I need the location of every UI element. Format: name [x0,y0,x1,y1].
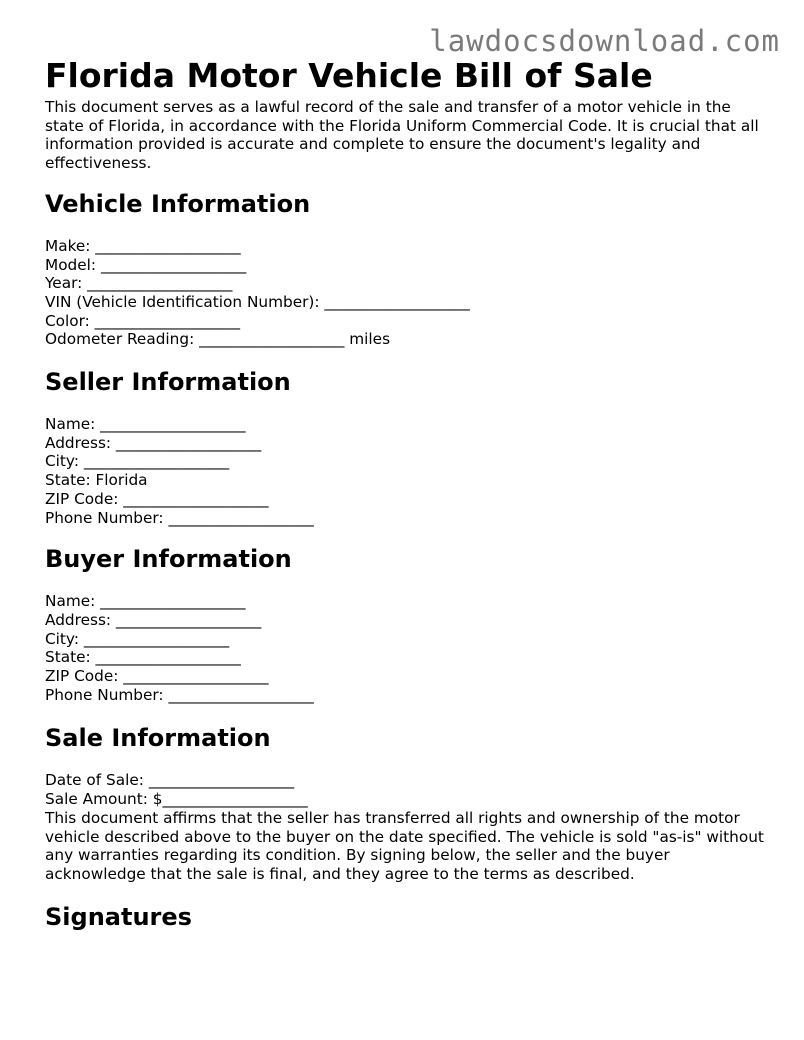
seller-city-field: City: ___________________ [45,452,230,471]
vehicle-vin-field: VIN (Vehicle Identification Number): ___________________ [45,292,470,311]
sale-field-list [45,771,765,808]
sale-date-field: Date of Sale: ___________________ [45,771,295,790]
closing-paragraph: This document affirms that the seller has transferred all rights and ownership of the motor vehicle described above to the buyer on the date specified. The vehicle is sold "as-is" without any warranties regarding its condition. By signing below, the seller and the buyer acknowledge that the sale is final, and they agree to the terms as described. [45,808,764,883]
seller-address-field: Address: ___________________ [45,433,262,452]
buyer-phone-field: Phone Number: ___________________ [45,685,314,704]
vehicle-odometer-field: Odometer Reading: ___________________ miles [45,330,391,349]
watermark: lawdocsdownload.com [429,24,780,58]
sale-section-heading: Sale Information [45,724,271,753]
vehicle-color-field: Color: ___________________ [45,311,241,330]
seller-phone-field: Phone Number: ___________________ [45,508,314,527]
seller-section-heading: Seller Information [45,368,291,397]
document-page [45,54,765,932]
signatures-section-heading: Signatures [45,902,192,931]
page-title: Florida Motor Vehicle Bill of Sale [45,56,653,95]
vehicle-section-heading: Vehicle Information [45,189,311,218]
seller-name-field: Name: ___________________ [45,415,246,434]
intro-paragraph: This document serves as a lawful record of the sale and transfer of a motor vehicle in the state of Florida, in accordance with the Florida Uniform Commercial Code. It is crucial that all information provided is accurate and complete to ensure the document's legality and effectiveness. [45,98,759,173]
seller-zip-field: ZIP Code: ___________________ [45,489,269,508]
buyer-zip-field: ZIP Code: ___________________ [45,667,269,686]
buyer-field-list [45,592,765,704]
buyer-state-field: State: ___________________ [45,648,241,667]
buyer-city-field: City: ___________________ [45,629,230,648]
seller-field-list [45,415,765,527]
vehicle-field-list [45,237,765,349]
buyer-name-field: Name: ___________________ [45,592,246,611]
buyer-address-field: Address: ___________________ [45,610,262,629]
vehicle-year-field: Year: ___________________ [45,274,233,293]
vehicle-make-field: Make: ___________________ [45,236,241,255]
vehicle-model-field: Model: ___________________ [45,255,247,274]
seller-state-field: State: Florida [45,471,148,490]
buyer-section-heading: Buyer Information [45,545,292,574]
sale-amount-field: Sale Amount: $___________________ [45,790,308,809]
